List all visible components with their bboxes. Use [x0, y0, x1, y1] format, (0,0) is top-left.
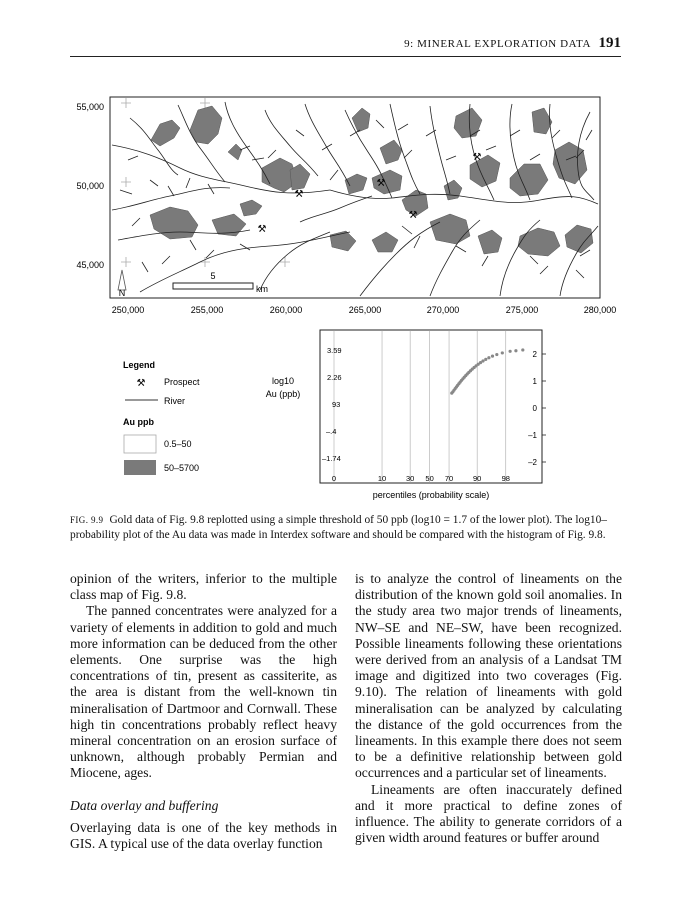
running-head: 9: MINERAL EXPLORATION DATA — [404, 38, 591, 50]
legend-title: Legend — [123, 360, 156, 370]
x-tick-label: 90 — [472, 474, 482, 483]
right-tick-label: 2 — [532, 350, 537, 359]
legend-river-label: River — [164, 396, 186, 406]
svg-text:km: km — [256, 284, 268, 294]
map-x-tick: 280,000 — [583, 305, 617, 315]
legend-class-high: 50–5700 — [164, 463, 200, 473]
map-y-tick: 45,000 — [76, 260, 104, 270]
legend-swatch-low — [124, 435, 156, 453]
data-point — [491, 355, 494, 358]
paragraph: Overlaying data is one of the key methods in GIS. A typical use of the data overlay function — [70, 819, 337, 852]
page-number: 191 — [598, 35, 621, 51]
map-x-tick: 260,000 — [269, 305, 303, 315]
gold-anomaly-map — [0, 80, 691, 322]
right-column — [355, 571, 622, 846]
data-point — [495, 353, 498, 356]
right-tick-label: 1 — [532, 377, 537, 386]
legend-prospect-label: Prospect — [164, 377, 200, 387]
page-header — [0, 0, 691, 60]
chart-ylabel-line2: Au (ppb) — [265, 389, 301, 399]
map-x-tick: 250,000 — [111, 305, 145, 315]
x-tick-label: 10 — [377, 474, 387, 483]
left-tick-label: 3.59 — [327, 346, 342, 355]
data-point — [487, 356, 490, 359]
chart-ylabel-line1: log10 — [271, 376, 295, 386]
legend-and-probability-plot — [100, 322, 600, 507]
header-rule — [70, 56, 621, 57]
svg-text:⚒: ⚒ — [408, 210, 418, 221]
svg-text:⚒: ⚒ — [472, 152, 482, 163]
data-point — [501, 351, 504, 354]
legend-au-title: Au ppb — [123, 417, 154, 427]
chart-xlabel: percentiles (probability scale) — [372, 490, 490, 500]
left-tick-label: –1.74 — [322, 454, 341, 463]
svg-text:5: 5 — [210, 271, 216, 281]
paragraph: opinion of the writers, inferior to the multiple class map of Fig. 9.8. — [70, 571, 337, 603]
map-x-tick: 255,000 — [190, 305, 224, 315]
data-point — [481, 359, 484, 362]
x-tick-label: 50 — [425, 474, 434, 483]
map-y-tick: 50,000 — [76, 181, 104, 191]
map-frame — [110, 97, 600, 298]
right-tick-label: 0 — [532, 404, 537, 413]
plot-frame — [320, 330, 542, 483]
paragraph: Lineaments are often inaccurately defined and it more practical to define zones of influence. The ability to generate corridors of a given width around features or buffer around — [355, 781, 622, 846]
x-tick-label: 0 — [331, 474, 337, 483]
data-point — [521, 348, 524, 351]
map-x-tick: 265,000 — [348, 305, 382, 315]
x-tick-label: 98 — [501, 474, 510, 483]
section-heading: Data overlay and buffering — [70, 797, 219, 813]
svg-text:⚒: ⚒ — [257, 224, 267, 235]
map-x-tick: 270,000 — [426, 305, 460, 315]
data-point — [514, 349, 517, 352]
caption-text: Gold data of Fig. 9.8 replotted using a simple threshold of 50 ppb (log10 = 1.7 of the lower plot). The log10–probability plot of the Au data was made in Interdex software and should be compared with the histogram of Fig. 9.8. — [70, 514, 607, 541]
x-tick-label: 70 — [444, 474, 454, 483]
right-tick-label: –2 — [528, 458, 537, 467]
map-x-tick: 275,000 — [505, 305, 539, 315]
left-tick-label: –.4 — [326, 427, 337, 436]
left-tick-label: 2.26 — [327, 373, 342, 382]
map-y-tick: 55,000 — [76, 102, 104, 112]
right-tick-label: –1 — [528, 431, 537, 440]
paragraph: The panned concentrates were analyzed for a variety of elements in addition to gold and much more information can be deduced from the other elements. One surprise was the high concentrations of tin, present as cassiterite, as the area is distant from the well-known tin mineralisation of Dartmoor and Cornwall. These high tin concentrations probably reflect heavy mineral concentration on an erosion surface of unknown, although probably Permian and Miocene, ages. — [70, 603, 337, 781]
data-point — [484, 358, 487, 361]
x-tick-label: 30 — [405, 474, 415, 483]
svg-text:⚒: ⚒ — [294, 189, 304, 200]
svg-text:⚒: ⚒ — [376, 178, 386, 189]
figure-label: FIG. 9.9 — [70, 515, 104, 525]
legend-class-low: 0.5–50 — [164, 439, 192, 449]
left-tick-label: 93 — [332, 400, 341, 409]
paragraph: is to analyze the control of lineaments on the distribution of the known gold soil anomalies. In the study area two major trends of lineaments, NW–SE and NE–SW, have been recognized. Possible lineaments following these orientations were derived from an analysis of a Landsat TM image and digitized into two coverages (Fig. 9.10). The relation of lineaments with gold mineralisation can be analyzed by calculating the distance of the gold occurrences from the lineaments. In this example there does not seem to be a definitive relationship between gold occurrences and a particular set of lineaments. — [355, 571, 622, 781]
prospect-icon: ⚒ — [136, 378, 146, 389]
figure-caption — [70, 513, 621, 543]
left-column — [70, 571, 337, 852]
svg-text:N: N — [118, 288, 126, 298]
legend-swatch-high — [124, 460, 156, 475]
data-point — [509, 350, 512, 353]
